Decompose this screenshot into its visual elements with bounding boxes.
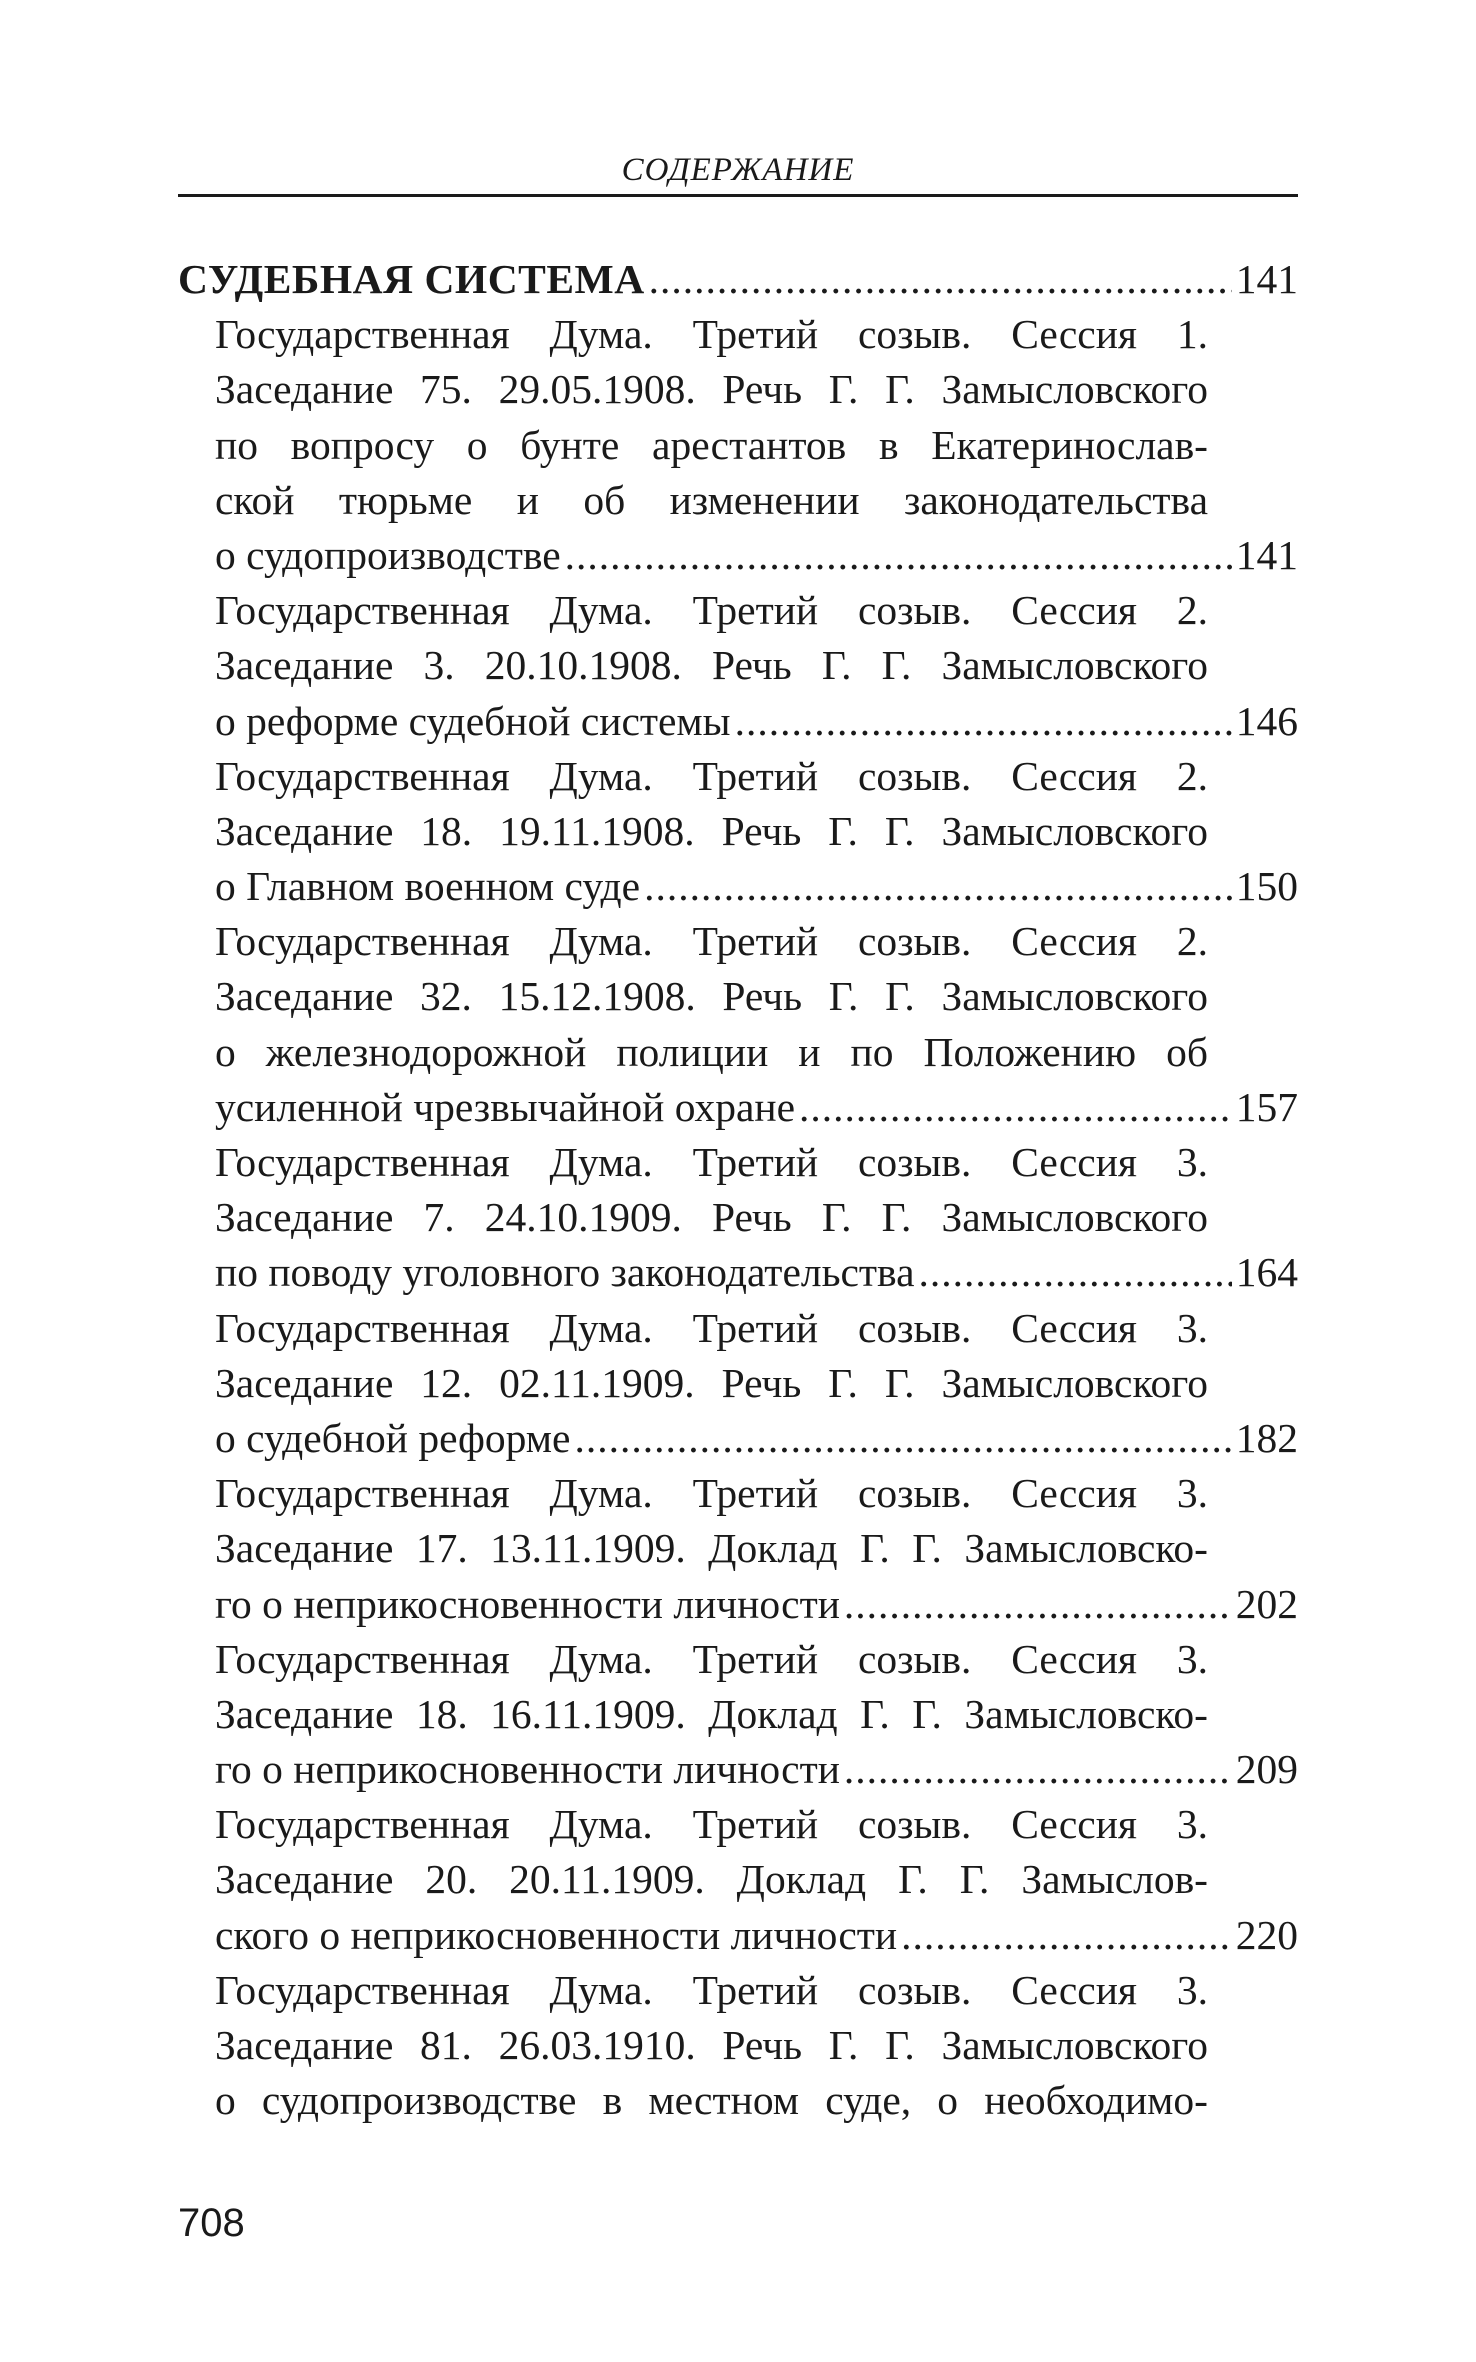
leader-dots: [649, 252, 1232, 307]
toc-entry-line: Государственная Дума. Третий созыв. Сессия 1.: [215, 311, 1208, 358]
toc-entry-line: Заседание 12. 02.11.1909. Речь Г. Г. Замысловского: [215, 1359, 1208, 1406]
leader-dots: [844, 1742, 1232, 1797]
toc-section-heading: [178, 252, 1298, 307]
page-ref: 141: [1235, 531, 1298, 578]
toc-entry-line: Заседание 32. 15.12.1908. Речь Г. Г. Замысловского: [215, 973, 1208, 1020]
toc-entry-line: Заседание 17. 13.11.1909. Доклад Г. Г. Замысловско-: [215, 1525, 1208, 1572]
toc-entry-line: Заседание 18. 16.11.1909. Доклад Г. Г. Замысловско-: [215, 1690, 1208, 1737]
page-ref: 202: [1235, 1580, 1298, 1627]
toc-entry-line: Государственная Дума. Третий созыв. Сессия 3.: [215, 1635, 1208, 1682]
page-ref: 209: [1235, 1746, 1298, 1793]
toc-entry-line: Государственная Дума. Третий созыв. Сессия 3.: [215, 1470, 1208, 1517]
toc-entry-line: Заседание 3. 20.10.1908. Речь Г. Г. Замысловского: [215, 642, 1208, 689]
page-ref: 146: [1235, 697, 1298, 744]
toc-entry-last-line: по поводу уголовного законодательства ..... 164: [178, 1245, 1298, 1300]
toc-entry-line: ской тюрьме и об изменении законодательства: [215, 476, 1208, 523]
toc-entry-last-line: го о неприкосновенности личности ..... 202: [178, 1577, 1298, 1632]
leader-dots: [901, 1908, 1232, 1963]
toc-entry-line: Государственная Дума. Третий созыв. Сессия 3.: [215, 1966, 1208, 2013]
section-title: СУДЕБНАЯ СИСТЕМА: [178, 256, 645, 302]
toc-entry-last-line: го о неприкосновенности личности ..... 209: [178, 1742, 1298, 1797]
toc-entry-line: Государственная Дума. Третий созыв. Сессия 2.: [215, 752, 1208, 799]
toc-entry-line: о железнодорожной полиции и по Положению об: [215, 1028, 1208, 1075]
toc-entry-last-line: усиленной чрезвычайной охране ..... 157: [178, 1080, 1298, 1135]
toc-entry-line: Заседание 81. 26.03.1910. Речь Г. Г. Замысловского: [215, 2022, 1208, 2068]
leader-dots: [844, 1577, 1232, 1632]
toc-entry-last-line: о судопроизводстве ..... 141: [178, 528, 1298, 583]
leader-dots: [799, 1080, 1232, 1135]
toc-entry-line: Заседание 20. 20.11.1909. Доклад Г. Г. Замыслов-: [215, 1856, 1208, 1903]
page-number: 708: [178, 2201, 245, 2245]
page-ref: 164: [1235, 1249, 1298, 1296]
toc-entry-line: Государственная Дума. Третий созыв. Сессия 2.: [215, 587, 1208, 634]
page-ref: 150: [1235, 863, 1298, 910]
leader-dots: [919, 1245, 1232, 1300]
toc-entry-line: Заседание 18. 19.11.1908. Речь Г. Г. Замысловского: [215, 807, 1208, 854]
toc-entry-last-line: ского о неприкосновенности личности ..... 220: [178, 1908, 1298, 1963]
leader-dots: [644, 859, 1232, 914]
toc-entry-line: по вопросу о бунте арестантов в Екатеринослав-: [215, 421, 1208, 468]
toc-entry-last-line: о судебной реформе ..... 182: [178, 1411, 1298, 1466]
toc-entry-line: Государственная Дума. Третий созыв. Сессия 2.: [215, 918, 1208, 965]
toc-entry-line: Государственная Дума. Третий созыв. Сессия 3.: [215, 1139, 1208, 1185]
toc-entry-line: Государственная Дума. Третий созыв. Сессия 3.: [215, 1801, 1208, 1848]
toc-entry-line: Заседание 7. 24.10.1909. Речь Г. Г. Замысловского: [215, 1194, 1208, 1241]
page-ref: 220: [1235, 1911, 1298, 1958]
page-ref: 182: [1235, 1414, 1298, 1461]
leader-dots: [574, 1411, 1231, 1466]
leader-dots: [735, 694, 1232, 749]
toc-entry-last-line: о Главном военном суде ..... 150: [178, 859, 1298, 914]
page-ref: 157: [1235, 1083, 1298, 1130]
toc-entry-line: Государственная Дума. Третий созыв. Сессия 3.: [215, 1304, 1208, 1351]
leader-dots: [565, 528, 1232, 583]
table-of-contents: [178, 252, 1298, 2128]
toc-entry-line: Заседание 75. 29.05.1908. Речь Г. Г. Замысловского: [215, 366, 1208, 413]
toc-entry-last-line: о реформе судебной системы ..... 146: [178, 694, 1298, 749]
toc-entry-line: о судопроизводстве в местном суде, о необходимо-: [215, 2077, 1208, 2124]
page-ref: 141: [1235, 256, 1298, 302]
running-header: СОДЕРЖАНИЕ: [178, 148, 1298, 197]
